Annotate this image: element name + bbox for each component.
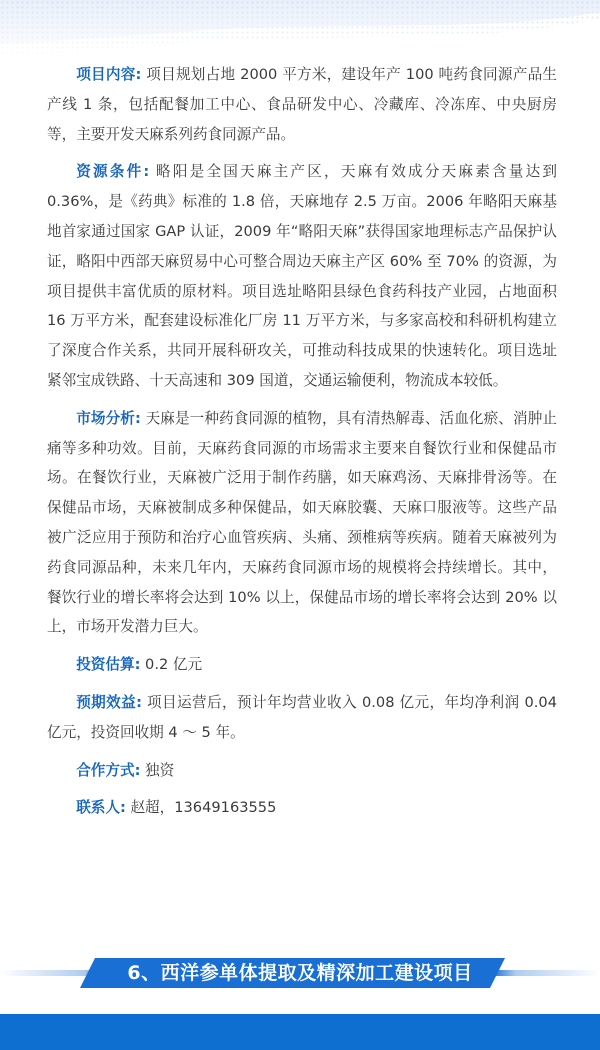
- label-investment-estimate: 投资估算:: [76, 656, 141, 674]
- label-project-content: 项目内容:: [76, 66, 142, 83]
- paragraph-resource-conditions: [47, 157, 557, 395]
- section-banner: [0, 955, 600, 991]
- text-expected-benefits: 项目运营后，预计年均营业收入 0.08 亿元，年均净利润 0.04 亿元，投资回收期 4 ～ 5 年。: [47, 693, 557, 741]
- label-resource-conditions: 资源条件:: [76, 163, 150, 181]
- text-cooperation-mode: 独资: [140, 761, 175, 779]
- paragraph-investment-estimate: [47, 650, 557, 680]
- text-resource-conditions: 略阳是全国天麻主产区，天麻有效成分天麻素含量达到 0.36%，是《药典》标准的 1.8 倍，天麻地存 2.5 万亩。2006 年略阳天麻基地首家通过国家 GAP 认证，2009 年“略阳天麻”获得国家地理标志产品保护认证，略阳中西部天麻贸易中心可整合周边天麻主产区 60% 至 70% 的资源，为项目提供丰富优质的原材料。项目选址略阳县绿色食药科技产业园，占地面积 16 万平方米，配套建设标准化厂房 11 万平方米，与多家高校和科研机构建立了深度合作关系，共同开展科研攻关，可推动科技成果的快速转化。项目选址紧邻宝成铁路、十天高速和 309 国道，交通运输便利，物流成本较低。: [47, 163, 557, 389]
- text-project-content: 项目规划占地 2000 平方米，建设年产 100 吨药食同源产品生产线 1 条，包括配餐加工中心、食品研发中心、冷藏库、冷冻库、中央厨房等，主要开发天麻系列药食同源产品。: [47, 66, 557, 143]
- paragraph-expected-benefits: [47, 688, 557, 748]
- paragraph-contact: [47, 793, 557, 823]
- label-cooperation-mode: 合作方式:: [76, 761, 141, 779]
- paragraph-cooperation-mode: [47, 756, 557, 786]
- label-expected-benefits: 预期效益:: [76, 693, 142, 711]
- section-title: 6、西洋参单体提取及精深加工建设项目: [127, 962, 473, 984]
- top-decoration: [0, 0, 600, 60]
- text-investment-estimate: 0.2 亿元: [140, 656, 203, 674]
- paragraph-market-analysis: [47, 404, 557, 642]
- label-market-analysis: 市场分析:: [76, 409, 141, 427]
- text-contact: 赵超，13649163555: [125, 799, 277, 817]
- label-contact: 联系人:: [76, 799, 126, 817]
- article-body: [47, 60, 557, 823]
- text-market-analysis: 天麻是一种药食同源的植物，具有清热解毒、活血化瘀、消肿止痛等多种功效。目前，天麻药食同源的市场需求主要来自餐饮行业和保健品市场。在餐饮行业，天麻被广泛用于制作药膳，如天麻鸡汤、天麻排骨汤等。在保健品市场，天麻被制成多种保健品，如天麻胶囊、天麻口服液等。这些产品被广泛应用于预防和治疗心血管疾病、头痛、颈椎病等疾病。随着天麻被列为药食同源品种，未来几年内，天麻药食同源市场的规模将会持续增长。其中，餐饮行业的增长率将会达到 10% 以上，保健品市场的增长率将会达到 20% 以上，市场开发潜力巨大。: [47, 409, 557, 636]
- paragraph-project-content: [47, 60, 557, 149]
- bottom-bar: [0, 1014, 600, 1050]
